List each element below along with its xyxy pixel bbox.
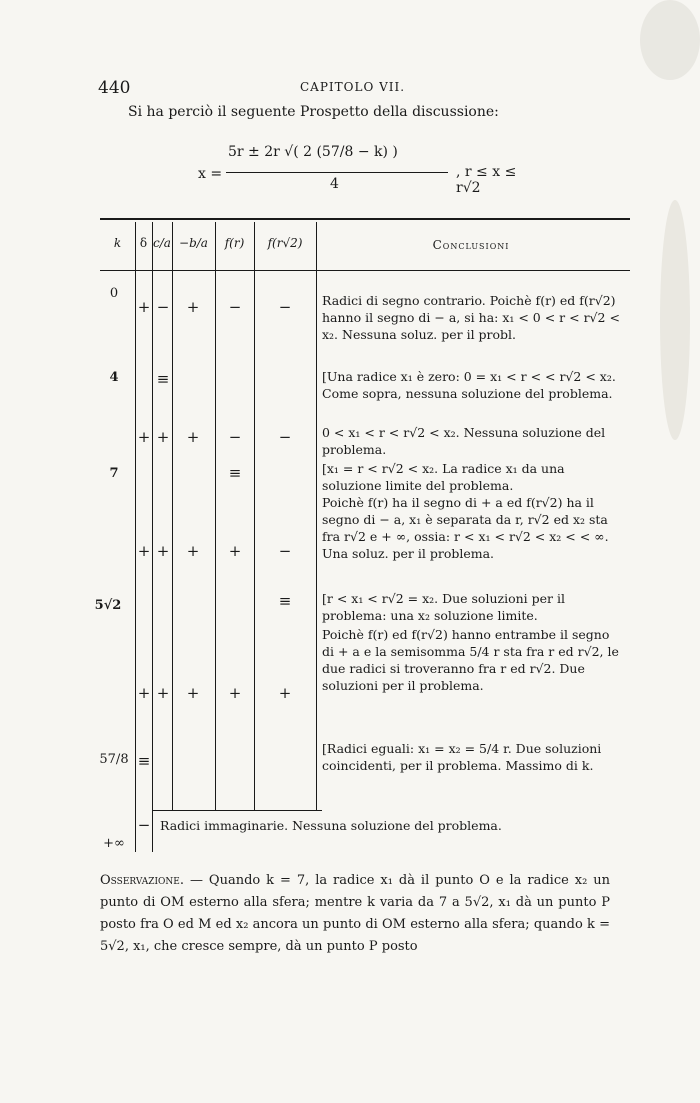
sign-minus-b-a: + [186, 684, 200, 702]
observation-paragraph [100, 870, 610, 958]
sign-f-r-sqrt2: − [278, 298, 292, 316]
col-divider [254, 222, 255, 810]
sign-c-a: + [156, 428, 170, 446]
sign-minus-b-a: + [186, 542, 200, 560]
header-f-r-sqrt2: f(r√2) [267, 236, 303, 250]
intro-text: Si ha perciò il seguente Prospetto della discussione: [128, 104, 499, 120]
header-k: k [113, 236, 122, 250]
conclusion-text: [x₁ = r < r√2 < x₂. La radice x₁ da una soluzione limite del problema. [322, 461, 565, 493]
table-top-rule [100, 218, 630, 220]
table-header-rule [100, 270, 630, 271]
page-stain [640, 0, 700, 80]
formula-numerator: 5r ± 2r √( 2 (57/8 − k) ) [228, 144, 398, 160]
col-divider [172, 222, 173, 810]
conclusion-text: Radici di segno contrario. Poichè f(r) ed f(r√2) hanno il segno di − a, si ha: x₁ < 0 < r < r√2 < x₂. Nessuna soluz. per il probl. [322, 293, 620, 342]
conclusion-text: [Una radice x₁ è zero: 0 = x₁ < r < < r√2 < x₂. Come sopra, nessuna soluzione del problema. [322, 369, 616, 401]
sign-f-r-sqrt2: + [278, 684, 292, 702]
sign-f-r-sqrt2: − [278, 428, 292, 446]
observation-label: Osservazione. [100, 873, 185, 888]
conclusion-text: Poichè f(r) ed f(r√2) hanno entrambe il segno di + a e la semisomma 5/4 r sta fra r ed r√2, le due radici si troveranno fra r ed r√2. Due soluzioni per il problema. [322, 627, 619, 693]
sign-c-a: + [156, 542, 170, 560]
sign-c-a: + [156, 684, 170, 702]
sign-delta: + [137, 542, 151, 560]
k-value-57-8: 57/8 [99, 752, 129, 767]
col-divider [215, 222, 216, 810]
header-c-a: c/a [153, 236, 171, 250]
identity-sign: ≡ [156, 370, 170, 388]
sign-f-r: − [228, 428, 242, 446]
conclusion-text: Poichè f(r) ha il segno di + a ed f(r√2) ha il segno di − a, x₁ è separata da r, r√2 ed x₂ sta fra r√2 e + ∞, ossia: r < x₁ < r√2 < x₂ < < ∞. Una soluz. per il problema. [322, 495, 609, 561]
k-value-5sqrt2: 5√2 [94, 598, 122, 613]
sign-delta: + [137, 428, 151, 446]
sign-delta: − [137, 816, 151, 834]
sign-c-a: − [156, 298, 170, 316]
sign-minus-b-a: + [186, 298, 200, 316]
header-delta: δ [139, 236, 148, 250]
page-stain [660, 200, 690, 440]
sign-f-r-sqrt2: − [278, 542, 292, 560]
formula-condition: , r ≤ x ≤ r√2 [456, 164, 517, 196]
sign-delta: + [137, 684, 151, 702]
chapter-title: CAPITOLO VII. [300, 80, 406, 94]
root-formula [198, 140, 518, 210]
identity-sign: ≡ [278, 592, 292, 610]
sign-f-r: − [228, 298, 242, 316]
header-minus-b-a: −b/a [179, 236, 208, 250]
identity-sign: ≡ [228, 464, 242, 482]
conclusion-text: Radici immaginarie. Nessuna soluzione del problema. [160, 818, 502, 833]
k-value-inf: +∞ [103, 836, 125, 851]
col-divider [316, 222, 317, 810]
conclusion-text: [Radici eguali: x₁ = x₂ = 5/4 r. Due soluzioni coincidenti, per il problema. Massimo di k. [322, 741, 602, 773]
formula-denominator: 4 [330, 176, 339, 192]
k-value-0: 0 [109, 286, 119, 301]
formula-lhs: x = [198, 166, 223, 182]
sign-delta: + [137, 298, 151, 316]
page-number: 440 [98, 78, 131, 98]
observation-text: — Quando k = 7, la radice x₁ dà il punto O e la radice x₂ un punto di OM esterno alla sfera; mentre k varia da 7 a 5√2, x₁ dà un punto P posto fra O ed M ed x₂ ancora un punto di OM esterno alla sfera; quando k = 5√2, x₁, che cresce sempre, dà un punto P posto [100, 873, 610, 954]
row5-bottom-rule [152, 810, 322, 811]
conclusion-text: 0 < x₁ < r < r√2 < x₂. Nessuna soluzione del problema. [322, 425, 606, 457]
header-f-r: f(r) [224, 236, 245, 250]
header-conclusions: Conclusioni [432, 238, 510, 252]
k-value-4: 4 [109, 370, 119, 385]
fraction-bar [226, 172, 448, 173]
sign-minus-b-a: + [186, 428, 200, 446]
k-value-7: 7 [109, 466, 119, 481]
conclusion-text: [r < x₁ < r√2 = x₂. Due soluzioni per il problema: una x₂ soluzione limite. [322, 591, 565, 623]
identity-sign: ≡ [137, 752, 151, 770]
sign-f-r: + [228, 684, 242, 702]
sign-f-r: + [228, 542, 242, 560]
